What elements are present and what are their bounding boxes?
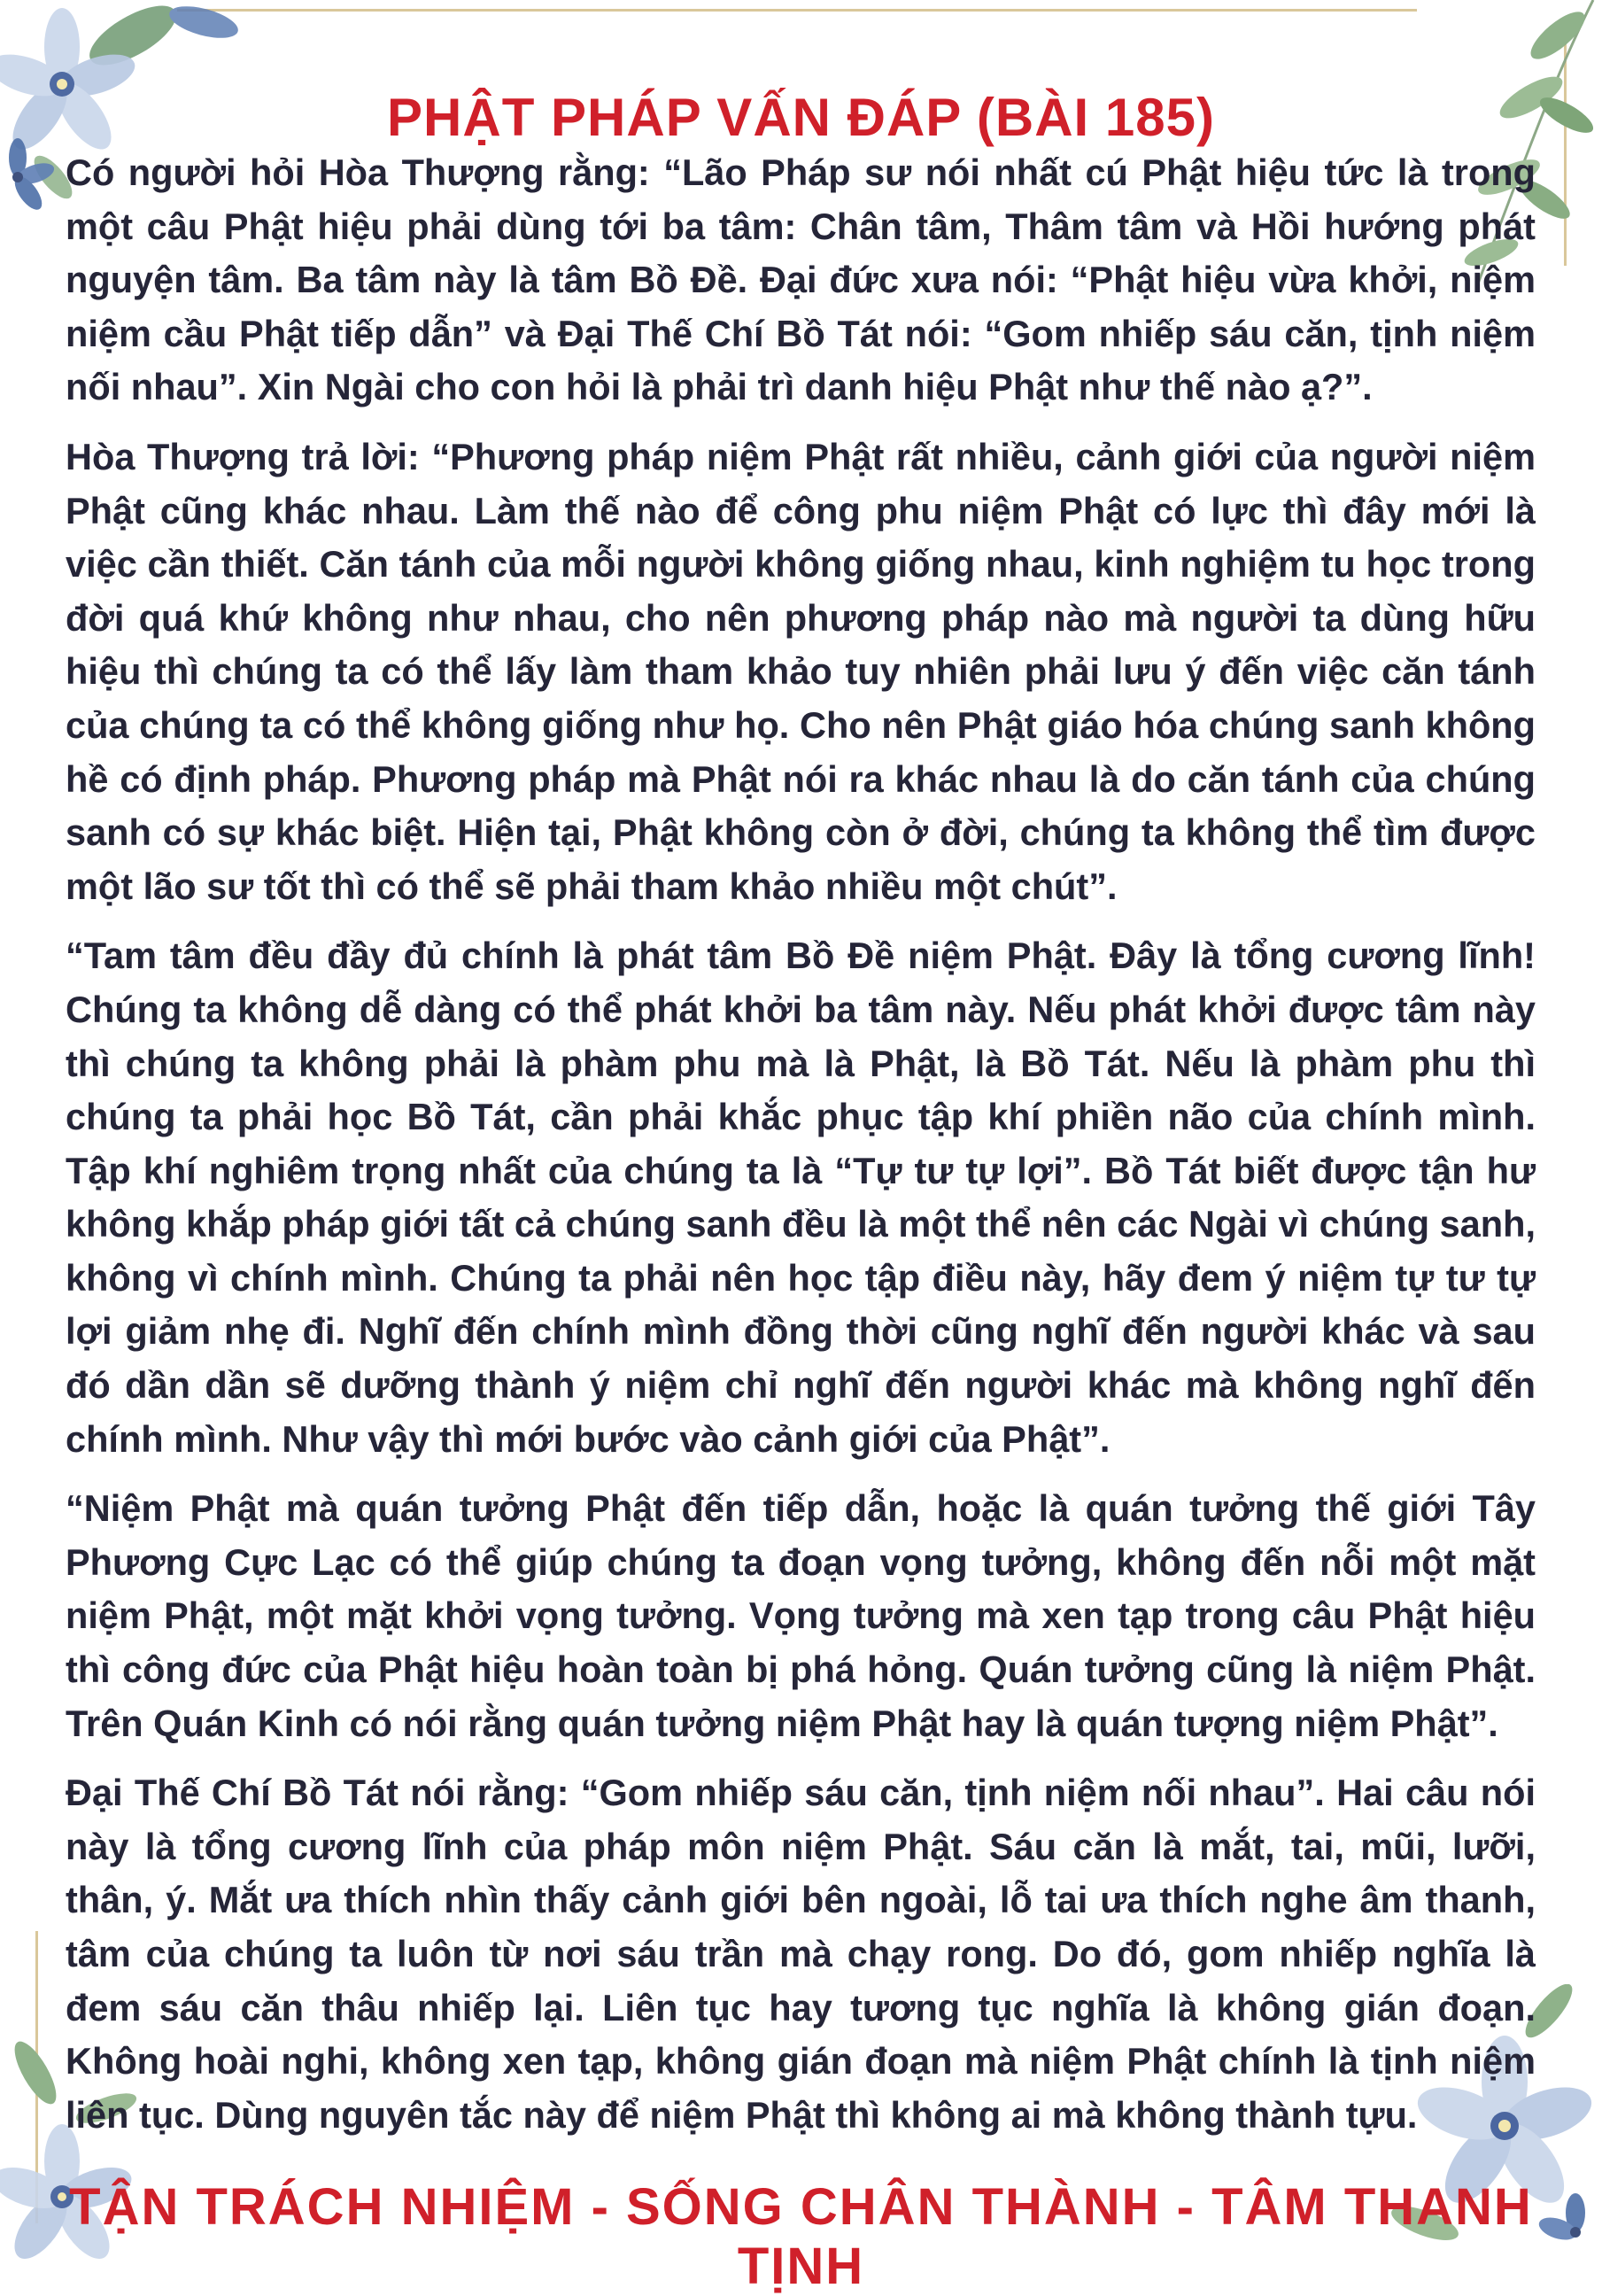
frame-top-line [177,9,1417,12]
paragraph-contemplation: “Niệm Phật mà quán tưởng Phật đến tiếp dẫn, hoặc là quán tưởng thế giới Tây Phương Cực Lạc có thể giúp chúng ta đoạn vọng tưởng, không đến nỗi một mặt niệm Phật, một mặt khởi vọng tưởng. Vọng tưởng mà xen tạp trong câu Phật hiệu thì công đức của Phật hiệu hoàn toàn bị phá hỏng. Quán tưởng cũng là niệm Phật. Trên Quán Kinh có nói rằng quán tưởng niệm Phật hay là quán tượng niệm Phật”. [66,1487,1536,1744]
article-body [66,146,1536,2158]
page-title: PHẬT PHÁP VẤN ĐÁP (BÀI 185) [387,88,1215,148]
paragraph-three-minds: “Tam tâm đều đầy đủ chính là phát tâm Bồ Đề niệm Phật. Đây là tổng cương lĩnh! Chúng ta không dễ dàng có thể phát khởi ba tâm này. Nếu phát khởi được tâm này thì chúng ta không phải là phàm phu mà là Phật, là Bồ Tát. Nếu là phàm phu thì chúng ta phải học Bồ Tát, cần phải khắc phục tập khí phiền não của chính mình. Tập khí nghiêm trọng nhất của chúng ta là “Tự tư tự lợi”. Bồ Tát biết được tận hư không khắp pháp giới tất cả chúng sanh đều là một thể nên các Ngài vì chúng sanh, không vì chính mình. Chúng ta phải nên học tập điều này, hãy đem ý niệm tự tư tự lợi giảm nhẹ đi. Nghĩ đến chính mình đồng thời cũng nghĩ đến người khác và sau đó dần dần sẽ dưỡng thành ý niệm chỉ nghĩ đến người khác mà không nghĩ đến chính mình. Như vậy thì mới bước vào cảnh giới của Phật”. [66,935,1536,1460]
paragraph-six-roots: Đại Thế Chí Bồ Tát nói rằng: “Gom nhiếp sáu căn, tịnh niệm nối nhau”. Hai câu nói này là tổng cương lĩnh của pháp môn niệm Phật. Sáu căn là mắt, tai, mũi, lưỡi, thân, ý. Mắt ưa thích nhìn thấy cảnh giới bên ngoài, lỗ tai ưa thích nghe âm thanh, tâm của chúng ta luôn từ nơi sáu trần mà chạy rong. Do đó, gom nhiếp nghĩa là đem sáu căn thâu nhiếp lại. Liên tục hay tương tục nghĩa là không gián đoạn. Không hoài nghi, không xen tạp, không gián đoạn mà niệm Phật chính là tịnh niệm liên tục. Dùng nguyên tắc này để niệm Phật thì không ai mà không thành tựu. [66,1772,1536,2136]
paragraph-question: Có người hỏi Hòa Thượng rằng: “Lão Pháp sư nói nhất cú Phật hiệu tức là trong một câu Phật hiệu phải dùng tới ba tâm: Chân tâm, Thâm tâm và Hồi hướng phát nguyện tâm. Ba tâm này là tâm Bồ Đề. Đại đức xưa nói: “Phật hiệu vừa khởi, niệm niệm cầu Phật tiếp dẫn” và Đại Thế Chí Bồ Tát nói: “Gom nhiếp sáu căn, tịnh niệm nối nhau”. Xin Ngài cho con hỏi là phải trì danh hiệu Phật như thế nào ạ?”. [66,151,1536,408]
paragraph-answer: Hòa Thượng trả lời: “Phương pháp niệm Phật rất nhiều, cảnh giới của người niệm Phật cũng khác nhau. Làm thế nào để công phu niệm Phật có lực thì đây mới là việc cần thiết. Căn tánh của mỗi người không giống nhau, kinh nghiệm tu học trong đời quá khứ không như nhau, cho nên phương pháp nào mà người ta dùng hữu hiệu thì chúng ta có thể lấy làm tham khảo tuy nhiên phải lưu ý đến việc căn tánh của chúng ta có thể không giống như họ. Cho nên Phật giáo hóa chúng sanh không hề có định pháp. Phương pháp mà Phật nói ra khác nhau là do căn tánh của chúng sanh có sự khác biệt. Hiện tại, Phật không còn ở đời, chúng ta không thể tìm được một lão sư tốt thì có thể sẽ phải tham khảo nhiều một chút”. [66,435,1536,907]
footer-motto: TẬN TRÁCH NHIỆM - SỐNG CHÂN THÀNH - TÂM THANH TỊNH [69,2178,1533,2295]
